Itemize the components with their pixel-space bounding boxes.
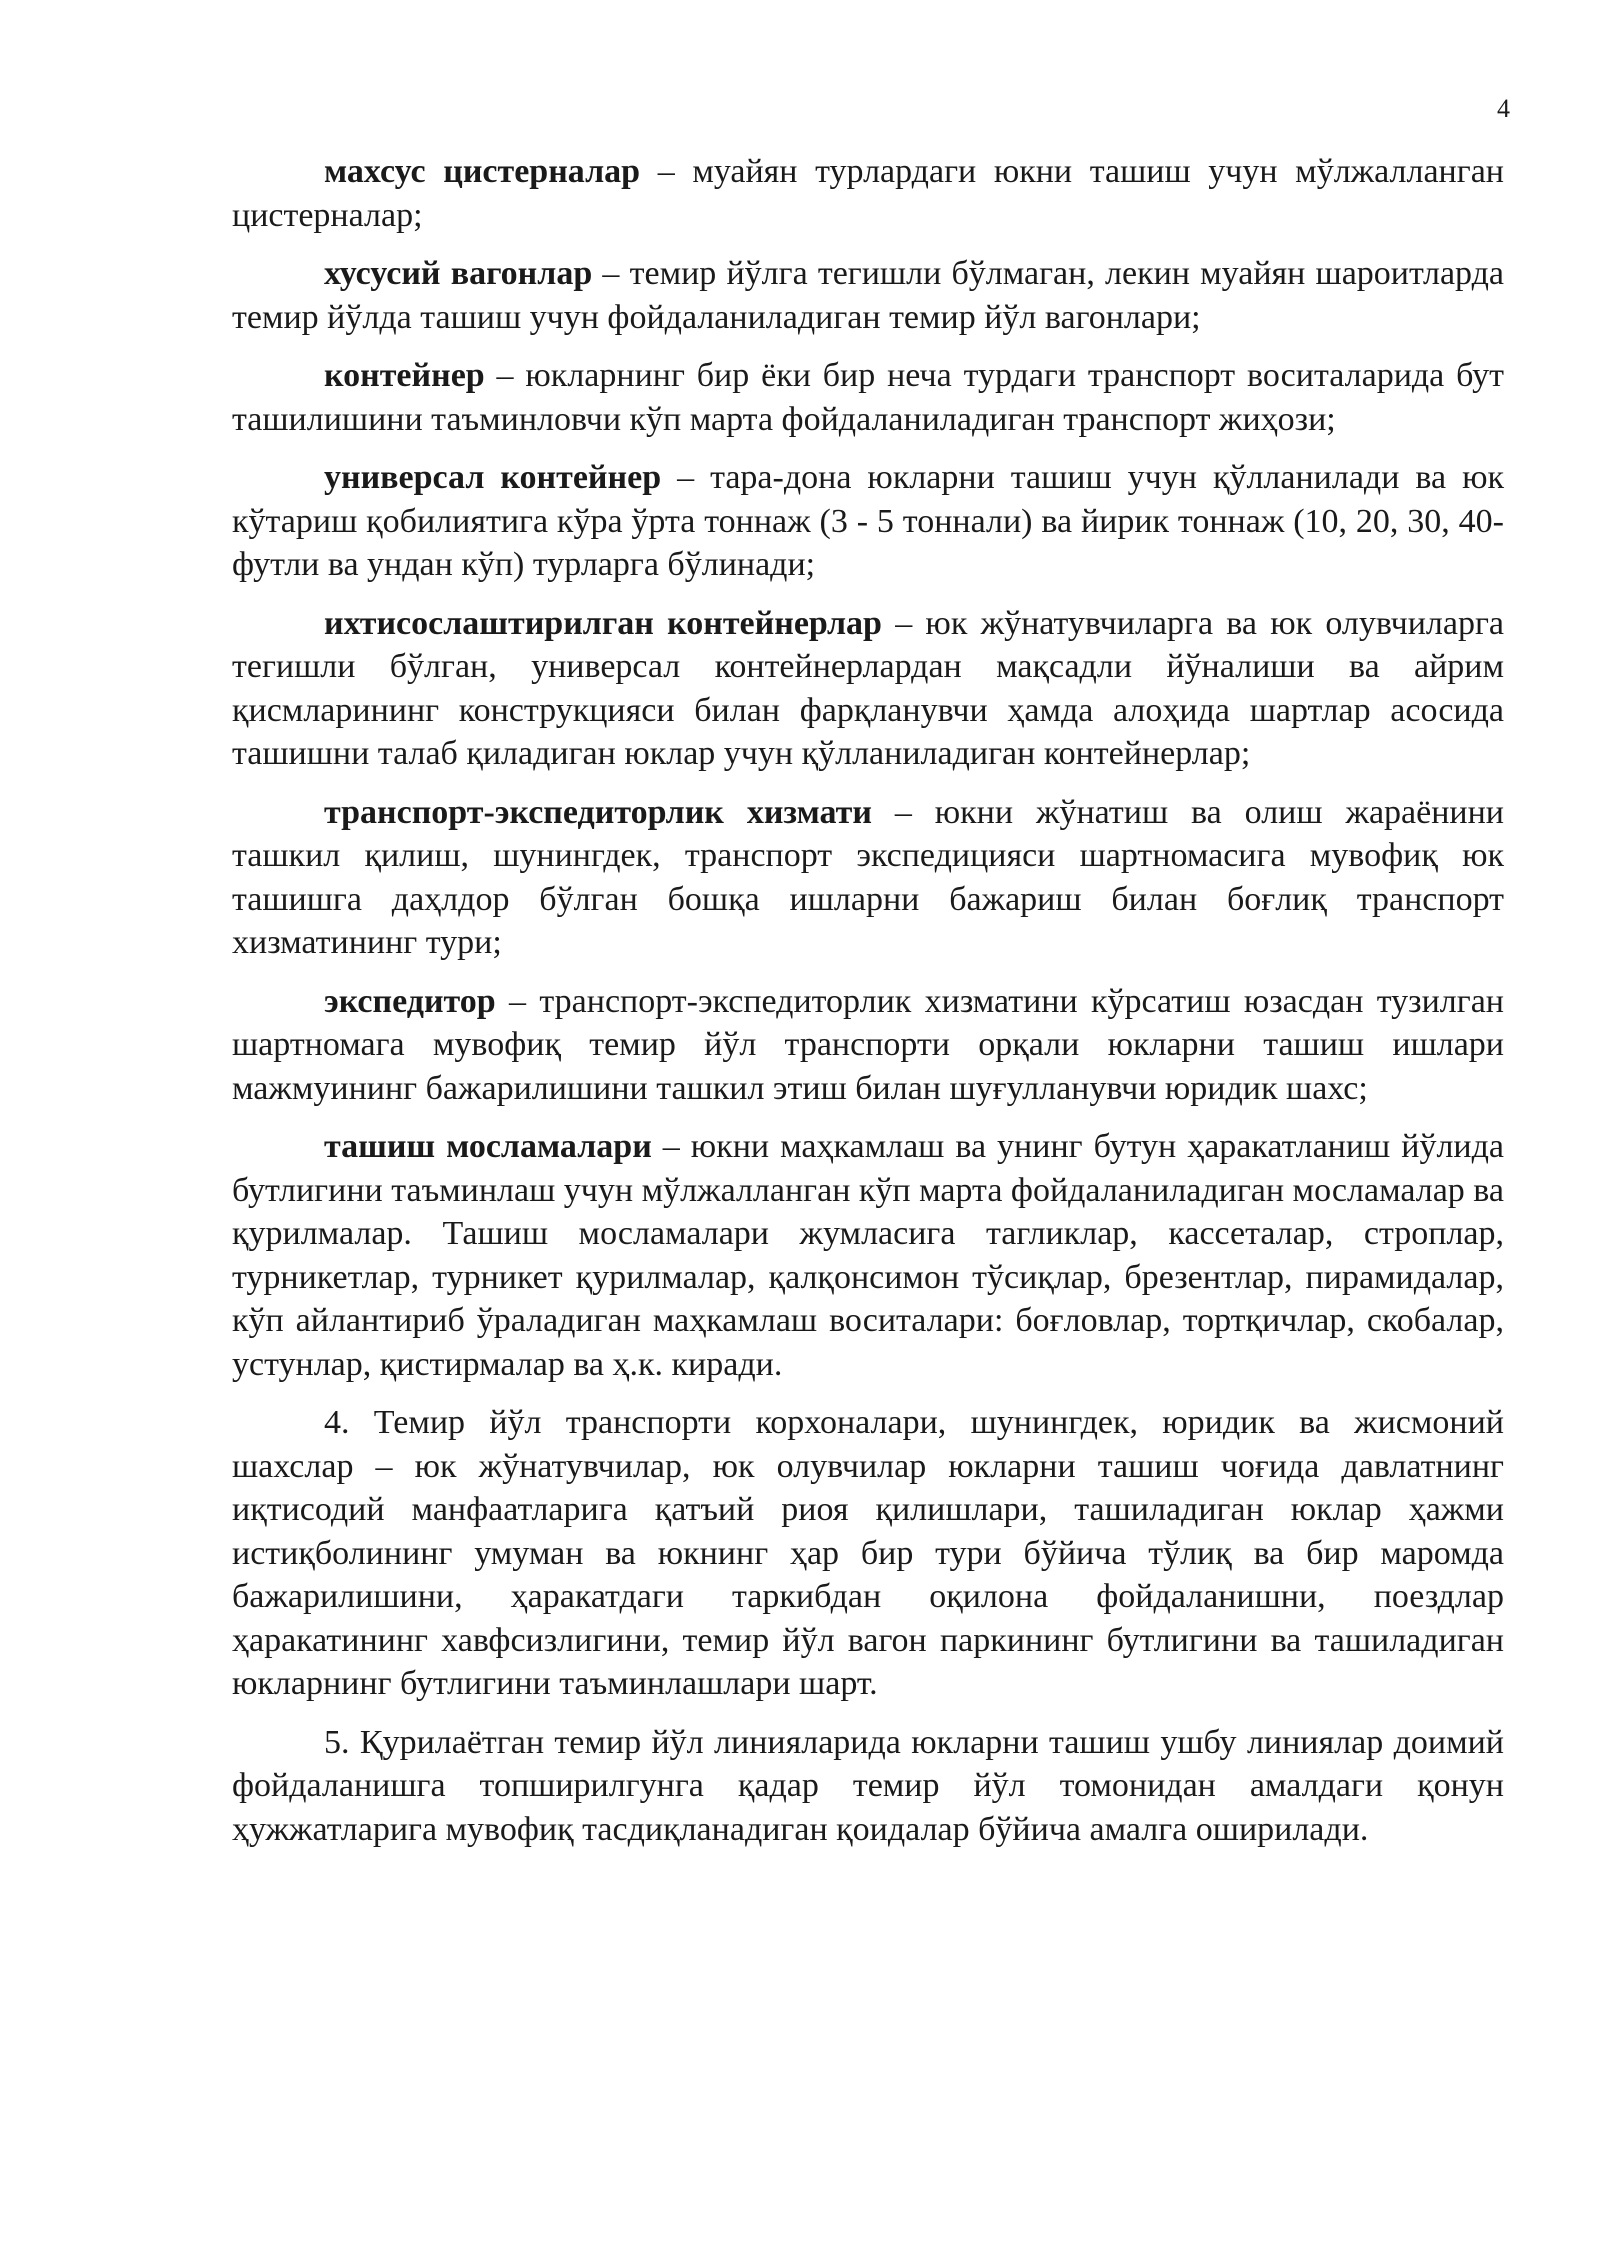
paragraph [232, 980, 1504, 1111]
defined-term: ташиш мосламалари [324, 1128, 652, 1165]
defined-term: махсус цистерналар [324, 153, 641, 190]
definition-text: – темир йўлга тегишли бўлмаган, лекин муайян шароитларда темир йўлда ташиш учун фойдаланиладиган темир йўл вагонлари; [232, 255, 1505, 336]
numbered-paragraph [232, 1401, 1504, 1706]
paragraph [232, 354, 1504, 441]
definition-text: – муайян турлардаги юкни ташиш учун мўлжалланган цистерналар; [232, 153, 1504, 234]
paragraph [232, 456, 1504, 587]
definition-text: – юкларнинг бир ёки бир неча турдаги транспорт воситаларида бут ташилишини таъминловчи кўп марта фойдаланиладиган транспорт жиҳози; [232, 357, 1504, 438]
definition-text: – транспорт-экспедиторлик хизматини кўрсатиш юзасдан тузилган шартномага мувофиқ темир йўл транспорти орқали юкларни ташиш ишлари мажмуининг бажарилишини ташкил этиш билан шуғулланувчи юридик шахс; [232, 982, 1504, 1107]
paragraph-text: 4. Темир йўл транспорти корхоналари, шунингдек, юридик ва жисмоний шахслар – юк жўнатувчилар, юк олувчилар юкларни ташиш чоғида давлатнинг иқтисодий манфаатларига қатъий риоя қилишлари, ташиладиган юклар ҳажми истиқболининг умуман ва юкнинг ҳар бир тури бўйича тўлиқ ва бир маромда бажарилишини, ҳаракатдаги таркибдан оқилона фойдаланишни, поездлар ҳаракатининг хавфсизлигини, темир йўл вагон паркининг бутлигини ва ташиладиган юкларнинг бутлигини таъминлашлари шарт. [232, 1404, 1504, 1702]
definition-text: – юкни маҳкамлаш ва унинг бутун ҳаракатланиш йўлида бутлигини таъминлаш учун мўлжалланган кўп марта фойдаланиладиган мосламалар ва қурилмалар. Ташиш мосламалари жумласига тагликлар, кассеталар, строплар, турникетлар, турникет қурилмалар, қалқонсимон тўсиқлар, брезентлар, пирамидалар, кўп айлантириб ўраладиган маҳкамлаш воситалари: боғловлар, тортқичлар, скобалар, устунлар, қистирмалар ва ҳ.к. киради. [232, 1128, 1504, 1383]
document-body [232, 150, 1504, 1866]
page-number: 4 [1497, 94, 1510, 123]
defined-term: контейнер [324, 357, 485, 394]
definition-text: – тара-дона юкларни ташиш учун қўлланилади ва юк кўтариш қобилиятига кўра ўрта тоннаж (3 - 5 тоннали) ва йирик тоннаж (10, 20, 30, 40-футли ва ундан кўп) турларга бўлинади; [232, 459, 1505, 583]
paragraph [232, 150, 1504, 237]
defined-term: ихтисослаштирилган контейнерлар [324, 604, 882, 642]
definition-text: – юк жўнатувчиларга ва юк олувчиларга тегишли бўлган, универсал контейнерлардан мақсадли йўналиши ва айрим қисмларининг конструкцияси билан фарқланувчи ҳамда алоҳида шартлар асосида ташишни талаб қиладиган юклар учун қўлланиладиган контейнерлар; [232, 604, 1505, 772]
numbered-paragraph [232, 1721, 1504, 1852]
paragraph [232, 602, 1504, 776]
paragraph-text: 5. Қурилаётган темир йўл линияларида юкларни ташиш ушбу линиялар доимий фойдаланишга топширилгунга қадар темир йўл томонидан амалдаги қонун ҳужжатларига мувофиқ тасдиқланадиган қоидалар бўйича амалга оширилади. [232, 1723, 1504, 1848]
paragraph [232, 1125, 1504, 1386]
defined-term: универсал контейнер [324, 459, 662, 496]
definition-text: – юкни жўнатиш ва олиш жараёнини ташкил қилиш, шунингдек, транспорт экспедицияси шартномасига мувофиқ юк ташишга даҳлдор бўлган бошқа ишларни бажариш билан боғлиқ транспорт хизматининг тури; [232, 793, 1505, 961]
paragraph [232, 252, 1504, 339]
defined-term: транспорт-экспедиторлик хизмати [324, 793, 872, 831]
defined-term: хусусий вагонлар [324, 255, 593, 292]
paragraph [232, 791, 1504, 965]
defined-term: экспедитор [324, 982, 496, 1020]
